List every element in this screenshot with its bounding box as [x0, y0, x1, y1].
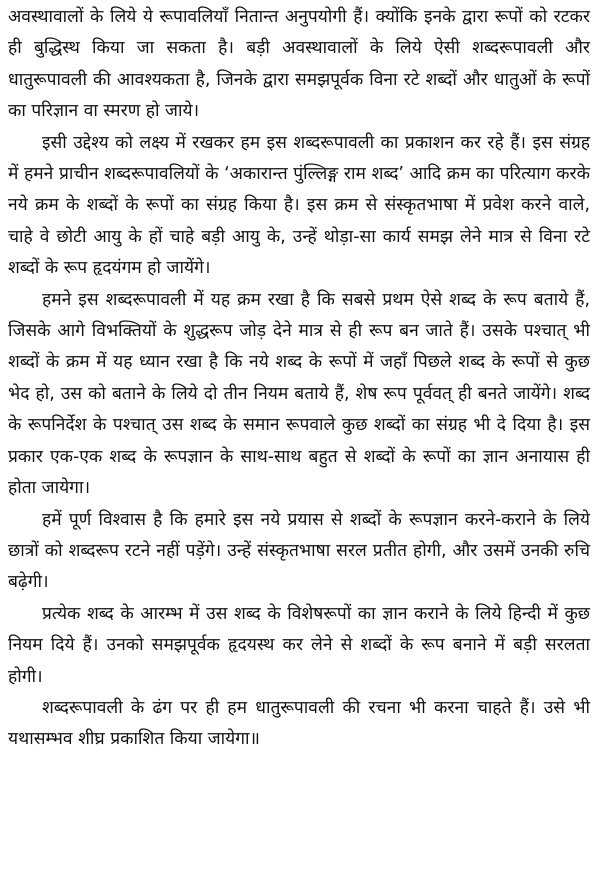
paragraph-5: प्रत्येक शब्द के आरम्भ में उस शब्द के विशेषरूपों का ज्ञान कराने के लिये हिन्दी में कुछ नियम दिये हैं। उनको समझपूर्वक हृदयस्थ कर लेने से शब्दों के रूप बनाने में बड़ी सरलता होगी। [8, 603, 590, 687]
paragraph-4: हमें पूर्ण विश्वास है कि हमारे इस नये प्रयास से शब्दों के रूपज्ञान करने-कराने के लिये छात्रों को शब्दरूप रटने नहीं पड़ेंगे। उन्हें संस्कृतभाषा सरल प्रतीत होगी, और उसमें उनकी रुचि बढ़ेगी। [8, 509, 590, 593]
paragraph-3: हमने इस शब्दरूपावली में यह क्रम रखा है कि सबसे प्रथम ऐसे शब्द के रूप बताये हैं, जिसके आगे विभक्तियों के शुद्धरूप जोड़ देने मात्र से ही रूप बन जाते हैं। उसके पश्चात् भी शब्दों के क्रम में यह ध्यान रखा है कि नये शब्द के रूपों में जहाँ पिछले शब्द के रूपों से कुछ भेद हो, उस को बताने के लिये दो तीन नियम बताये हैं, शेष रूप पूर्ववत् ही बनते जायेंगे। शब्द के रूपनिर्देश के पश्चात् उस शब्द के समान रूपवाले कुछ शब्दों का संग्रह भी दे दिया है। इस प्रकार एक-एक शब्द के रूपज्ञान के साथ-साथ बहुत से शब्दों के रूपों का ज्ञान अनायास ही होता जायेगा। [8, 289, 590, 499]
paragraph-2: इसी उद्देश्य को लक्ष्य में रखकर हम इस शब्दरूपावली का प्रकाशन कर रहे हैं। इस संग्रह में हमने प्राचीन शब्दरूपावलियों के ‘अकारान्त पुंल्लिङ्ग राम शब्द’ आदि क्रम का परित्याग करके नये क्रम के शब्दों के रूपों का संग्रह किया है। इस क्रम से संस्कृतभाषा में प्रवेश करने वाले, चाहे वे छोटी आयु के हों चाहे बड़ी आयु के, उन्हें थोड़ा-सा कार्य समझ लेने मात्र से विना रटे शब्दों के रूप हृदयंगम हो जायेंगे। [8, 132, 590, 279]
paragraph-1: अवस्थावालों के लिये ये रूपावलियाँ नितान्त अनुपयोगी हैं। क्योंकि इनके द्वारा रूपों को रटकर ही बुद्धिस्थ किया जा सकता है। बड़ी अवस्थावालों के लिये ऐसी शब्दरूपावली और धातुरूपावली की आवश्यकता है, जिनके द्वारा समझपूर्वक विना रटे शब्दों और धातुओं के रूपों का परिज्ञान वा स्मरण हो जाये। [8, 7, 590, 122]
paragraph-6: शब्दरूपावली के ढंग पर ही हम धातुरूपावली की रचना भी करना चाहते हैं। उसे भी यथासम्भव शीघ्र प्रकाशित किया जायेगा॥ [8, 697, 590, 750]
